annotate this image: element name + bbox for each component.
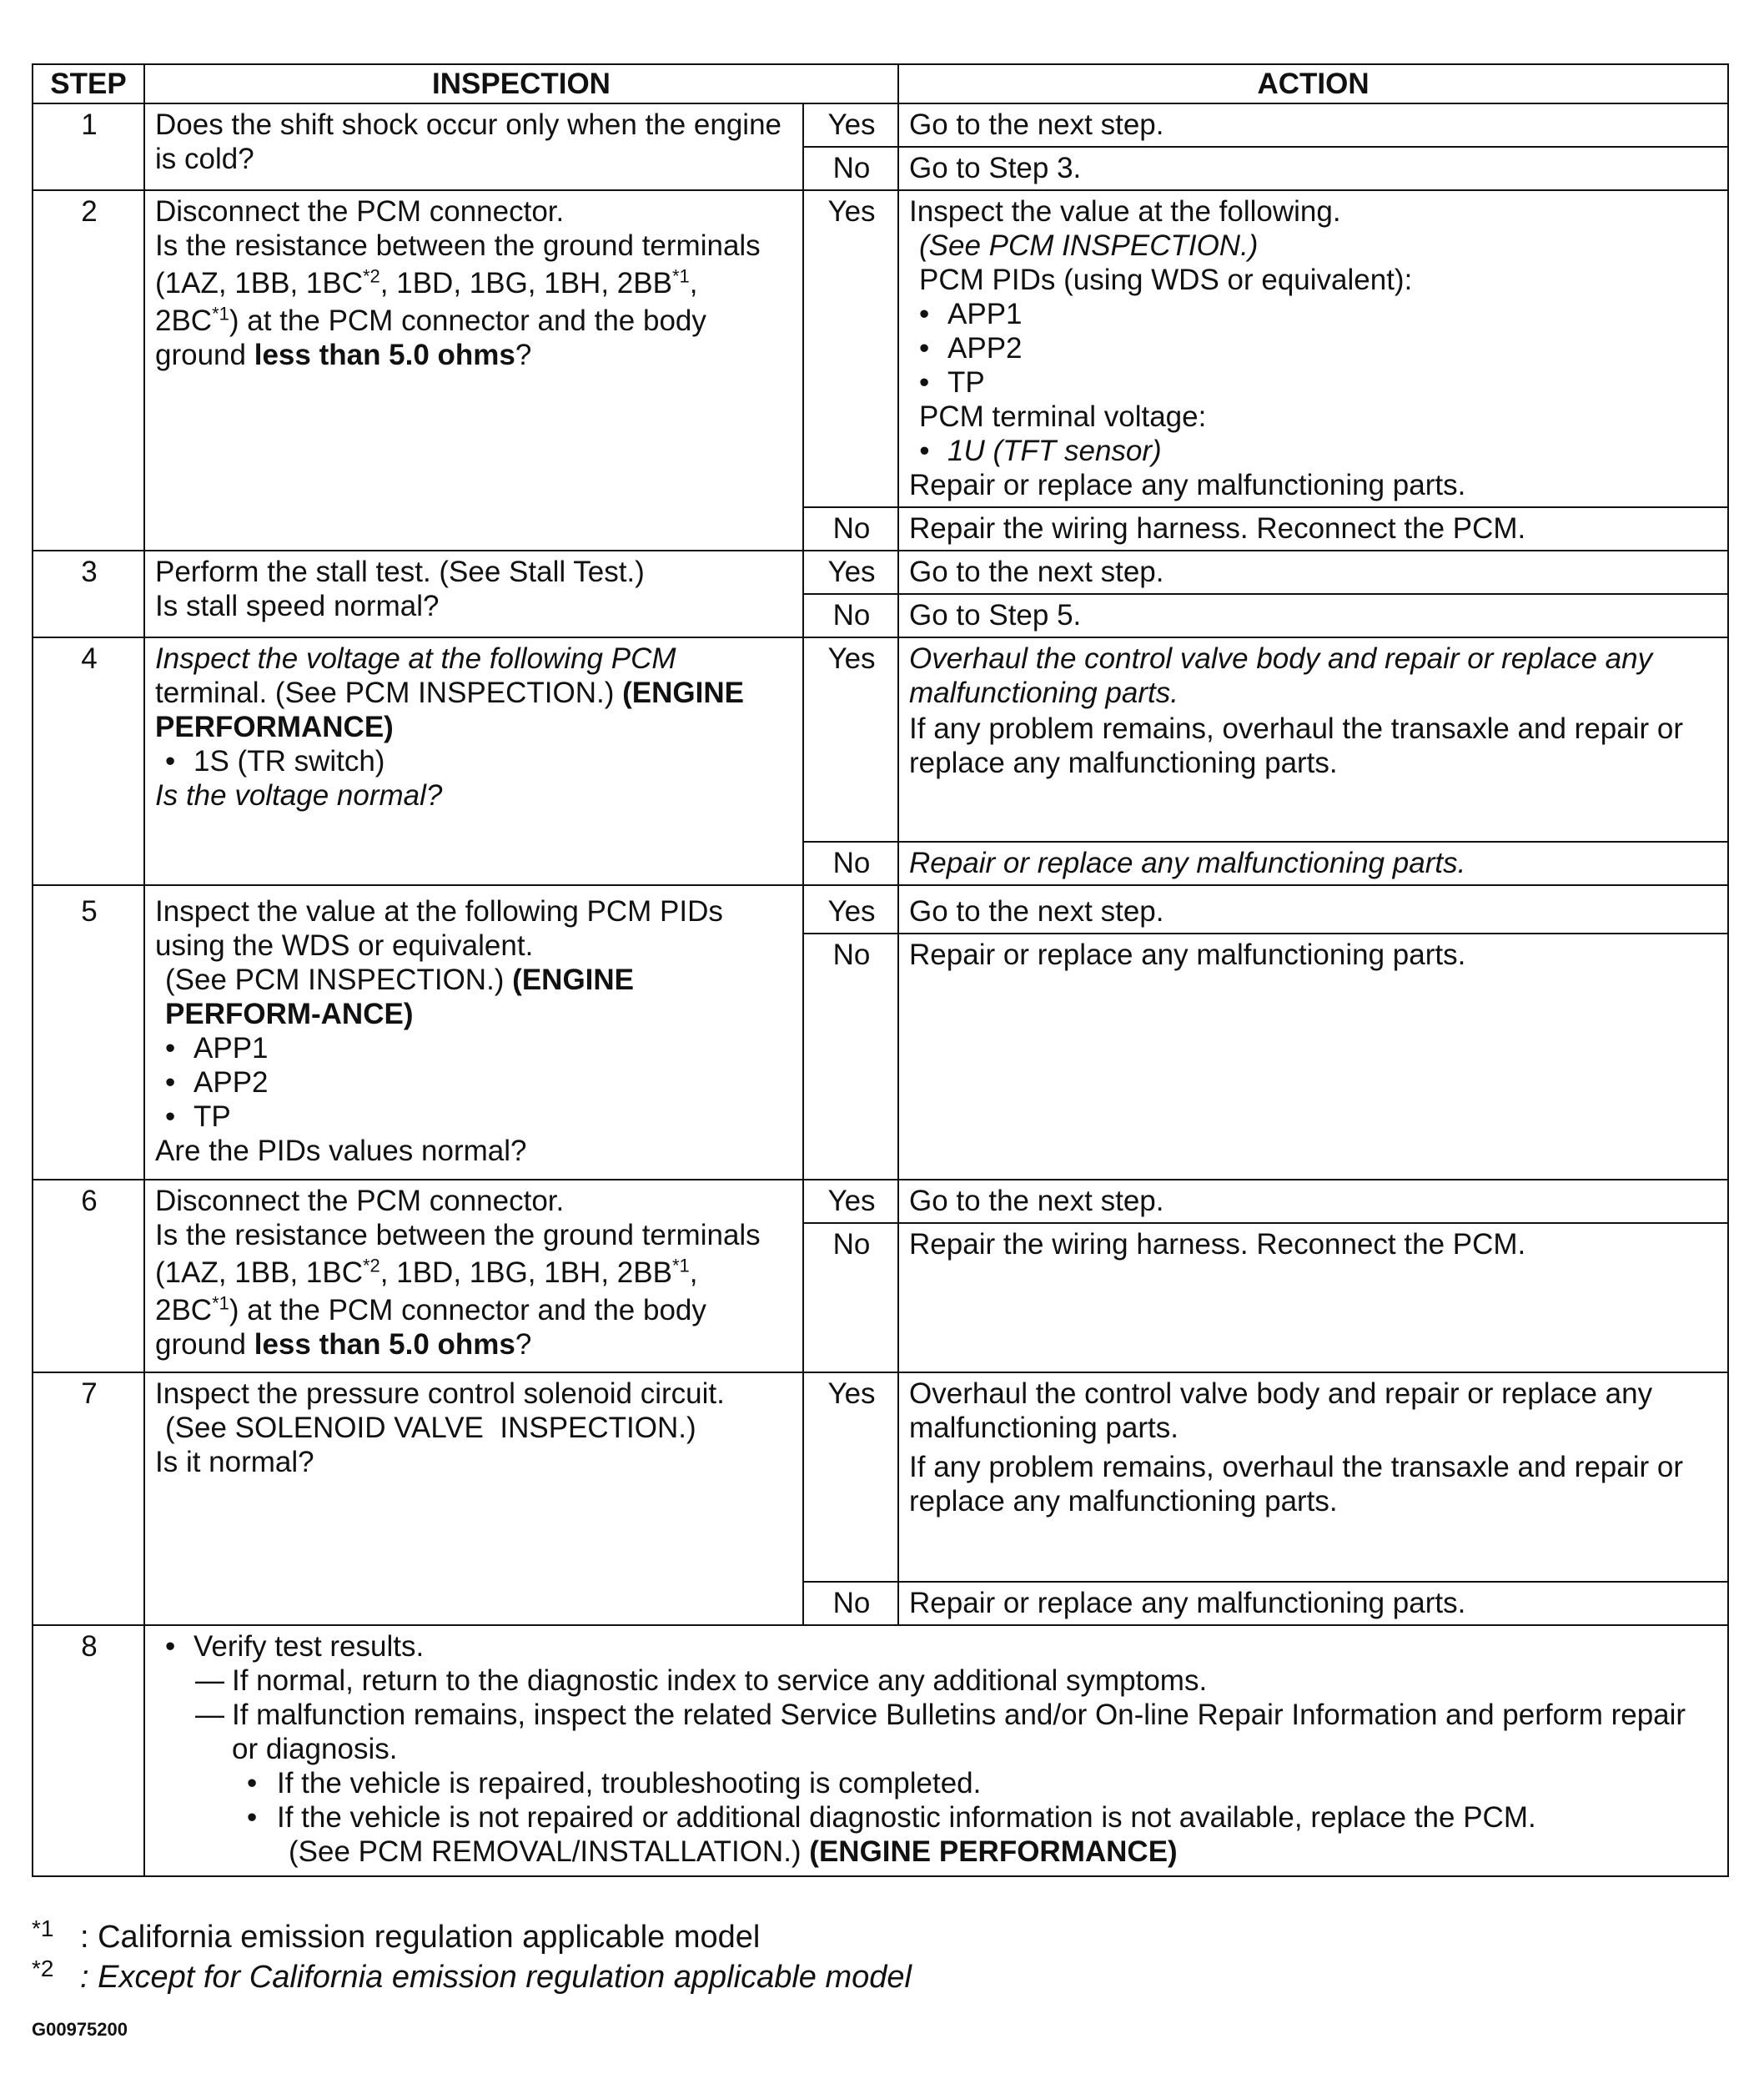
text-run: , [689, 267, 698, 300]
step-1-yes-row [33, 103, 1728, 147]
list-item: • 1S (TR switch) [155, 744, 794, 778]
text-run: If the vehicle is repaired, troubleshooting is completed. [277, 1767, 982, 1800]
text-run: ) at the PCM connector and the body [229, 1294, 706, 1326]
footnote-marker: *1 [671, 265, 690, 287]
inspection-line: Is the resistance between the ground terminals [155, 1219, 761, 1251]
list-item: • TP [155, 1100, 794, 1134]
step-6-yes-action: Go to the next step. [898, 1180, 1728, 1223]
step-6-yes-row [33, 1180, 1728, 1223]
bold-text: less than 5.0 ohms [254, 1328, 515, 1361]
action-paragraph: Overhaul the control valve body and repair or replace any malfunctioning parts. [909, 642, 1653, 709]
inspection-line: Inspect the pressure control solenoid circuit. [155, 1377, 725, 1410]
inspection-line: Is the voltage normal? [155, 779, 443, 812]
inspection-line: (See SOLENOID VALVE INSPECTION.) [165, 1412, 696, 1444]
no-label: No [803, 147, 898, 190]
terminal-list-line [155, 1256, 794, 1290]
no-label: No [803, 507, 898, 551]
footnote-marker: *1 [32, 1915, 54, 1941]
text-run: 2BC [155, 1294, 213, 1326]
step-5-yes-action: Go to the next step. [898, 885, 1728, 934]
pid-list [909, 297, 1719, 400]
text-run: , 1BD, 1BG, 1BH, 2BB [379, 1256, 672, 1289]
step-1-inspection: Does the shift shock occur only when the engine is cold? [144, 103, 803, 190]
text-run: , 1BD, 1BG, 1BH, 2BB [379, 267, 672, 300]
step-8-row [33, 1625, 1728, 1876]
step-5-inspection [144, 885, 803, 1180]
step-8-content [144, 1625, 1728, 1876]
inspection-line: Inspect the value at the following PCM PIDs [155, 895, 723, 928]
terminal-list-line [155, 266, 794, 300]
terminal-list [909, 434, 1719, 468]
yes-label: Yes [803, 190, 898, 507]
step-1-no-action: Go to Step 3. [898, 147, 1728, 190]
yes-label: Yes [803, 1180, 898, 1223]
step-number: 8 [33, 1625, 144, 1876]
footnote-marker: *1 [671, 1255, 690, 1276]
bold-text: less than 5.0 ohms [254, 339, 515, 371]
pid-list [155, 1031, 794, 1134]
header-step: STEP [33, 64, 144, 103]
inspection-line: Inspect the voltage at the following PCM [155, 642, 676, 675]
action-paragraph: If any problem remains, overhaul the transaxle and repair or replace any malfunctioning parts. [909, 712, 1683, 779]
text-run: ground [155, 1328, 254, 1361]
step-number: 6 [33, 1180, 144, 1372]
list-item: • Verify test results. [155, 1629, 1719, 1664]
bullet-mark: • [247, 1801, 258, 1834]
footnote-1 [32, 1917, 912, 1957]
text-run: If the vehicle is not repaired or additional diagnostic information is not available, replace the PCM. [277, 1801, 1536, 1834]
troubleshooting-table [32, 63, 1729, 1877]
action-paragraph: If any problem remains, overhaul the transaxle and repair or replace any malfunctioning parts. [909, 1451, 1683, 1518]
inspection-line: Disconnect the PCM connector. [155, 1185, 565, 1217]
text-run: If malfunction remains, inspect the related Service Bulletins and/or On-line Repair Information and perform repair or diagnosis. [232, 1699, 1686, 1765]
list-item: • APP2 [909, 331, 1719, 365]
no-label: No [803, 1582, 898, 1625]
dash-mark: — [195, 1699, 224, 1731]
document-code: G00975200 [32, 2019, 128, 2040]
inspection-line: using the WDS or equivalent. [155, 929, 534, 962]
footnote-marker: *1 [212, 1292, 229, 1314]
list-item: • APP2 [155, 1065, 794, 1100]
action-line: PCM PIDs (using WDS or equivalent): [919, 264, 1413, 296]
text-run: ground [155, 339, 254, 371]
text-run: ) at the PCM connector and the body [229, 305, 706, 337]
list-item: • 1U (TFT sensor) [909, 434, 1719, 468]
step-7-no-action: Repair or replace any malfunctioning parts. [898, 1582, 1728, 1625]
footnote-marker: *2 [32, 1956, 54, 1981]
step-number: 1 [33, 103, 144, 190]
action-line: PCM terminal voltage: [919, 400, 1207, 433]
list-item: • APP1 [909, 297, 1719, 331]
step-number: 5 [33, 885, 144, 1180]
reference-line [155, 1835, 1719, 1869]
action-line: Inspect the value at the following. [909, 195, 1341, 228]
text-run: If normal, return to the diagnostic index to service any additional symptoms. [232, 1664, 1208, 1697]
header-inspection: INSPECTION [144, 64, 898, 103]
step-4-no-action: Repair or replace any malfunctioning parts. [898, 842, 1728, 885]
step-1-yes-action: Go to the next step. [898, 103, 1728, 147]
bold-text: (ENGINE PERFORMANCE) [809, 1835, 1178, 1868]
no-label: No [803, 842, 898, 885]
terminal-list-line [155, 304, 794, 338]
step-3-no-action: Go to Step 5. [898, 594, 1728, 637]
action-line: (See PCM INSPECTION.) [919, 229, 1259, 262]
text-run: (1AZ, 1BB, 1BC [155, 267, 363, 300]
no-label: No [803, 1223, 898, 1372]
action-line: Repair or replace any malfunctioning parts. [909, 469, 1466, 501]
step-2-yes-action [898, 190, 1728, 507]
step-6-no-action: Repair the wiring harness. Reconnect the PCM. [898, 1223, 1728, 1372]
step-7-inspection [144, 1372, 803, 1625]
inspection-line: Is stall speed normal? [155, 590, 440, 622]
inspection-line: Is the resistance between the ground terminals [155, 229, 761, 262]
bullet-mark: • [247, 1767, 258, 1800]
step-3-yes-action: Go to the next step. [898, 551, 1728, 594]
inspection-line: Is it normal? [155, 1446, 314, 1478]
yes-label: Yes [803, 885, 898, 934]
yes-label: Yes [803, 103, 898, 147]
list-item: • TP [909, 365, 1719, 400]
header-row [33, 64, 1728, 103]
header-action: ACTION [898, 64, 1728, 103]
footnote-marker: *2 [362, 1255, 380, 1276]
list-item [155, 1766, 1719, 1800]
terminal-list [155, 744, 794, 778]
text-run: ? [515, 1328, 532, 1361]
terminal-list-line [155, 1293, 794, 1327]
no-label: No [803, 594, 898, 637]
step-7-yes-row [33, 1372, 1728, 1582]
yes-label: Yes [803, 551, 898, 594]
step-5-yes-row [33, 885, 1728, 934]
list-item: • APP1 [155, 1031, 794, 1065]
step-2-no-action: Repair the wiring harness. Reconnect the PCM. [898, 507, 1728, 551]
step-number: 2 [33, 190, 144, 551]
text-run: terminal. (See PCM INSPECTION.) [155, 677, 623, 709]
step-4-yes-action [898, 637, 1728, 842]
step-5-no-action: Repair or replace any malfunctioning parts. [898, 934, 1728, 1180]
step-3-yes-row [33, 551, 1728, 594]
yes-label: Yes [803, 637, 898, 842]
step-7-yes-action [898, 1372, 1728, 1582]
inspection-line: Are the PIDs values normal? [155, 1135, 527, 1167]
inspection-line [155, 1327, 794, 1362]
step-2-inspection [144, 190, 803, 551]
step-number: 3 [33, 551, 144, 637]
footnote-marker: *2 [362, 265, 380, 287]
bold-text: (ENGINE PERFORMANCE) [155, 677, 744, 743]
yes-label: Yes [803, 1372, 898, 1582]
inspection-line: Perform the stall test. (See Stall Test.) [155, 556, 645, 588]
step-4-inspection [144, 637, 803, 885]
step-2-yes-row [33, 190, 1728, 507]
action-paragraph: Overhaul the control valve body and repair or replace any malfunctioning parts. [909, 1377, 1653, 1444]
step-3-inspection [144, 551, 803, 637]
step-4-yes-row [33, 637, 1728, 842]
footnote-text: : California emission regulation applicable model [80, 1920, 761, 1955]
dash-item [155, 1698, 1719, 1766]
text-run: ? [515, 339, 532, 371]
footnote-2 [32, 1957, 912, 1997]
step-number: 4 [33, 637, 144, 885]
no-label: No [803, 934, 898, 1180]
inspection-line: Disconnect the PCM connector. [155, 195, 565, 228]
text-run: (See PCM INSPECTION.) [165, 964, 513, 996]
step-6-inspection [144, 1180, 803, 1372]
footnotes [32, 1917, 912, 1997]
text-run: (See PCM REMOVAL/INSTALLATION.) [289, 1835, 810, 1868]
text-run: (1AZ, 1BB, 1BC [155, 1256, 363, 1289]
list-item [155, 1800, 1719, 1835]
bold-text: (ENGINE PERFORM-ANCE) [165, 964, 635, 1030]
diagnostic-procedure [32, 63, 1727, 1877]
inspection-line [155, 676, 794, 744]
dash-item [155, 1664, 1719, 1698]
footnote-text: : Except for California emission regulation applicable model [80, 1960, 912, 1995]
inspection-line [155, 963, 794, 1031]
verify-list [155, 1629, 1719, 1664]
dash-mark: — [195, 1664, 224, 1697]
text-run: , [689, 1256, 698, 1289]
footnote-marker: *1 [212, 303, 229, 325]
text-run: 2BC [155, 305, 213, 337]
step-number: 7 [33, 1372, 144, 1625]
inspection-line [155, 338, 794, 372]
